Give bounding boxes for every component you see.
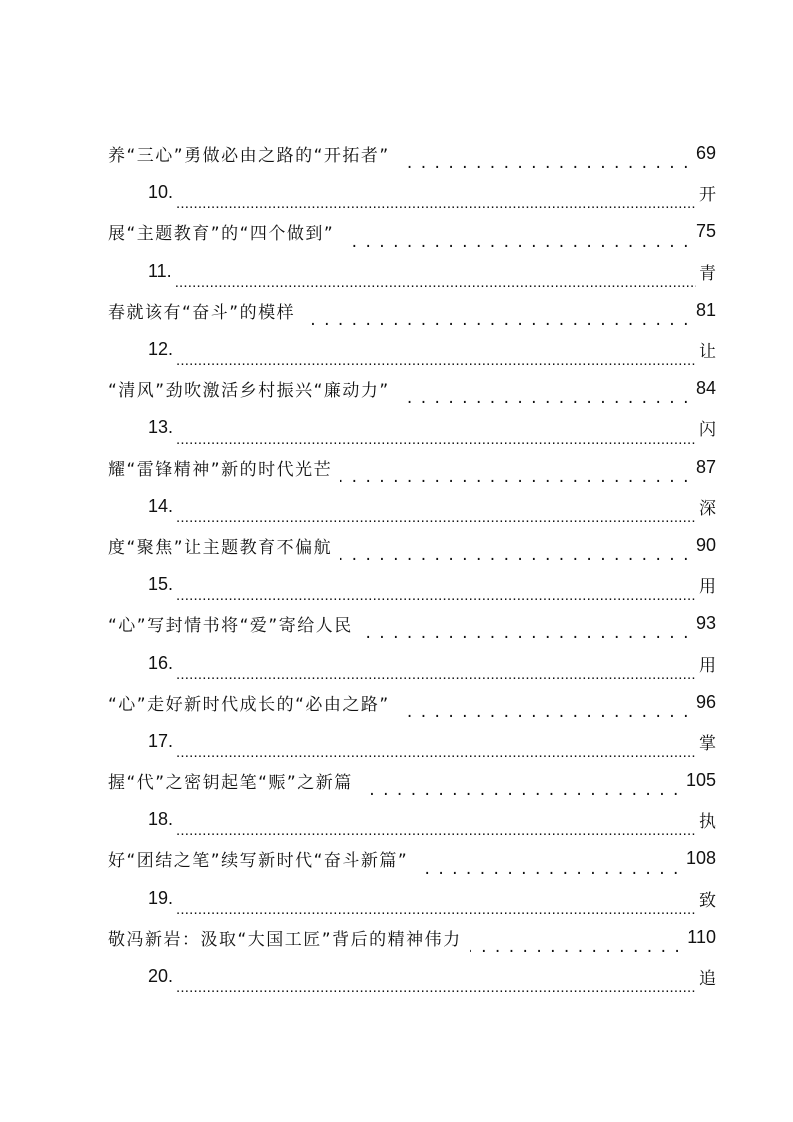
toc-entry-number: 16. bbox=[148, 652, 174, 673]
toc-entry-number-line[interactable] bbox=[108, 879, 716, 918]
toc-page-number: 110 bbox=[687, 926, 716, 947]
toc-entry-number-line[interactable] bbox=[108, 408, 716, 447]
toc-title-first-char: 用 bbox=[699, 655, 716, 675]
toc-title-first-char: 追 bbox=[699, 969, 716, 989]
toc-title-first-char: 青 bbox=[699, 263, 716, 283]
toc-entry[interactable] bbox=[108, 604, 716, 643]
dot-leader bbox=[361, 614, 690, 643]
toc-page-number: 105 bbox=[685, 770, 716, 791]
table-of-contents bbox=[108, 134, 716, 996]
toc-title-first-char: 致 bbox=[699, 890, 716, 910]
dot-leader bbox=[340, 458, 690, 487]
toc-page-number: 108 bbox=[685, 848, 716, 869]
dot-leader bbox=[176, 654, 696, 683]
dot-leader bbox=[176, 889, 696, 918]
toc-entry[interactable] bbox=[108, 212, 716, 251]
toc-entry-title: 展“主题教育”的“四个做到” bbox=[108, 224, 335, 245]
toc-entry-title: 耀“雷锋精神”新的时代光芒 bbox=[108, 459, 333, 480]
toc-title-first-char: 闪 bbox=[699, 420, 716, 440]
toc-entry[interactable] bbox=[108, 918, 716, 957]
toc-entry-number: 11. bbox=[148, 260, 172, 281]
toc-page-number: 90 bbox=[695, 534, 716, 555]
toc-entry-title: “心”走好新时代成长的“必由之路” bbox=[108, 694, 390, 715]
toc-entry-number-line[interactable] bbox=[108, 957, 716, 996]
toc-page-number: 87 bbox=[695, 456, 716, 477]
dot-leader bbox=[176, 810, 696, 839]
toc-entry-number: 20. bbox=[148, 966, 174, 987]
dot-leader bbox=[340, 536, 690, 565]
toc-page-number: 96 bbox=[695, 691, 716, 712]
dot-leader bbox=[398, 693, 690, 722]
toc-entry[interactable] bbox=[108, 839, 716, 878]
toc-entry-number: 15. bbox=[148, 574, 174, 595]
toc-page-number: 69 bbox=[695, 143, 716, 164]
toc-entry-title: “清风”劲吹激活乡村振兴“廉动力” bbox=[108, 381, 390, 402]
dot-leader bbox=[176, 967, 696, 996]
dot-leader bbox=[176, 340, 696, 369]
dot-leader bbox=[176, 419, 696, 448]
toc-entry-title: 养“三心”勇做必由之路的“开拓者” bbox=[108, 146, 390, 167]
toc-entry-number-line[interactable] bbox=[108, 722, 716, 761]
toc-title-first-char: 用 bbox=[699, 577, 716, 597]
toc-entry-number-line[interactable] bbox=[108, 487, 716, 526]
toc-title-first-char: 掌 bbox=[699, 733, 716, 753]
toc-title-first-char: 深 bbox=[699, 498, 716, 518]
dot-leader bbox=[176, 732, 696, 761]
toc-entry-title: 敬冯新岩：汲取“大国工匠”背后的精神伟力 bbox=[108, 929, 462, 950]
dot-leader bbox=[398, 379, 690, 408]
toc-entry-number: 12. bbox=[148, 339, 174, 360]
dot-leader bbox=[176, 183, 696, 212]
toc-entry[interactable] bbox=[108, 683, 716, 722]
toc-entry-number-line[interactable] bbox=[108, 565, 716, 604]
toc-entry-title: 好“团结之笔”续写新时代“奋斗新篇” bbox=[108, 851, 409, 872]
toc-entry-title: 度“聚焦”让主题教育不偏航 bbox=[108, 537, 333, 558]
dot-leader bbox=[175, 262, 696, 291]
toc-title-first-char: 开 bbox=[699, 185, 716, 205]
toc-entry[interactable] bbox=[108, 761, 716, 800]
toc-entry[interactable] bbox=[108, 448, 716, 487]
toc-page-number: 84 bbox=[695, 378, 716, 399]
toc-entry[interactable] bbox=[108, 526, 716, 565]
toc-page-number: 93 bbox=[695, 613, 716, 634]
toc-entry-number: 14. bbox=[148, 495, 174, 516]
dot-leader bbox=[470, 928, 682, 957]
dot-leader bbox=[361, 771, 680, 800]
dot-leader bbox=[176, 497, 696, 526]
dot-leader bbox=[342, 223, 690, 252]
toc-entry-number-line[interactable] bbox=[108, 173, 716, 212]
toc-entry[interactable] bbox=[108, 134, 716, 173]
toc-entry-number-line[interactable] bbox=[108, 800, 716, 839]
toc-entry-title: 春就该有“奋斗”的模样 bbox=[108, 302, 296, 323]
toc-entry-title: “心”写封情书将“爱”寄给人民 bbox=[108, 616, 353, 637]
dot-leader bbox=[176, 575, 696, 604]
toc-entry[interactable] bbox=[108, 291, 716, 330]
toc-entry-number: 10. bbox=[148, 182, 174, 203]
toc-entry[interactable] bbox=[108, 369, 716, 408]
toc-entry-number: 18. bbox=[148, 809, 174, 830]
toc-title-first-char: 执 bbox=[699, 812, 716, 832]
toc-page-number: 81 bbox=[695, 299, 716, 320]
toc-entry-number: 19. bbox=[148, 887, 174, 908]
toc-entry-number-line[interactable] bbox=[108, 643, 716, 682]
toc-entry-number: 17. bbox=[148, 730, 174, 751]
toc-entry-number-line[interactable] bbox=[108, 252, 716, 291]
toc-entry-number-line[interactable] bbox=[108, 330, 716, 369]
toc-entry-number: 13. bbox=[148, 417, 174, 438]
toc-page-number: 75 bbox=[695, 221, 716, 242]
toc-title-first-char: 让 bbox=[699, 342, 716, 362]
dot-leader bbox=[303, 301, 690, 330]
dot-leader bbox=[416, 850, 680, 879]
toc-entry-title: 握“代”之密钥起笔“赈”之新篇 bbox=[108, 773, 353, 794]
dot-leader bbox=[398, 144, 690, 173]
